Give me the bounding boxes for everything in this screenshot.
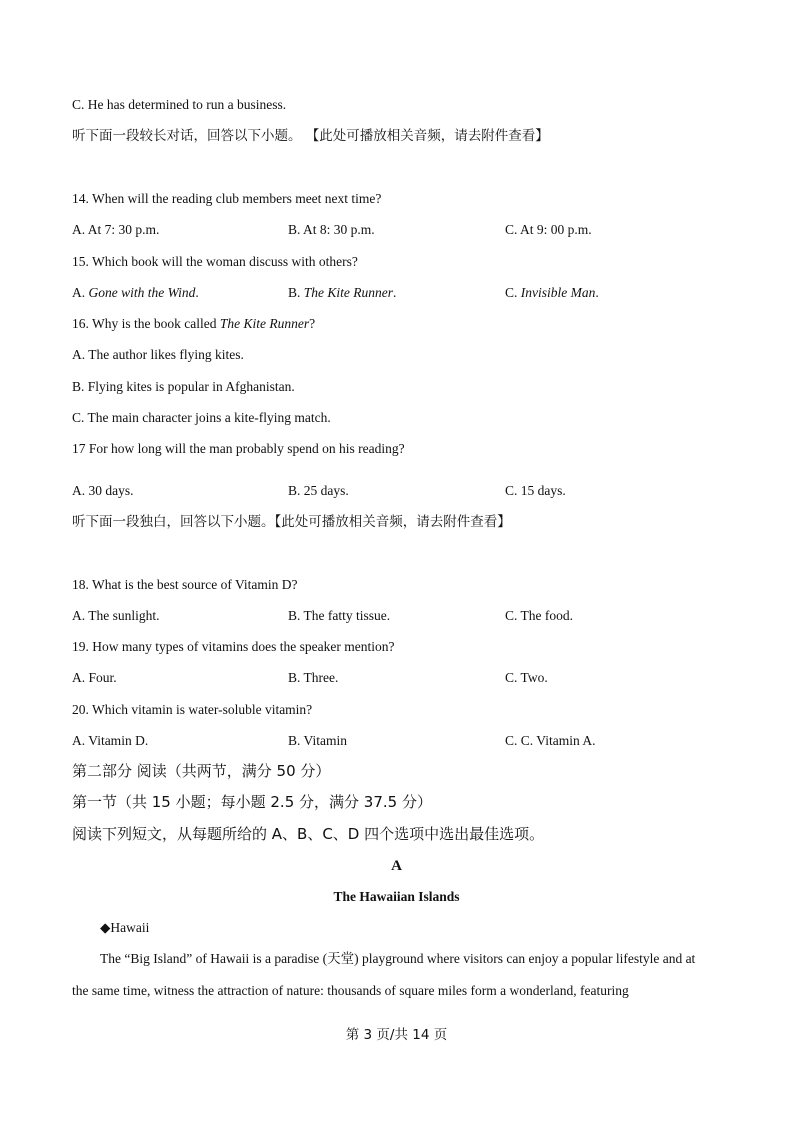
q18-option-b: B. The fatty tissue. (288, 608, 391, 623)
q14-options (72, 222, 733, 238)
q17-options (72, 483, 733, 499)
q17-question: 17 For how long will the man probably spend on his reading? (72, 441, 405, 456)
q19-options (72, 670, 733, 686)
q19-option-b: B. Three. (288, 670, 339, 685)
hawaii-heading: ◆Hawaii (100, 920, 150, 935)
q18-option-c: C. The food. (505, 608, 573, 623)
q20-options (72, 733, 733, 749)
q16-option-c: C. The main character joins a kite-flying match. (72, 410, 331, 425)
page-footer: 第 3 页/共 14 页 (345, 1027, 448, 1043)
q17-option-a: A. 30 days. (72, 483, 134, 498)
reading-instruction: 阅读下列短文，从每题所给的 A、B、C、D 四个选项中选出最佳选项。 (72, 825, 545, 843)
part-two-heading: 第二部分 阅读（共两节，满分 50 分） (72, 762, 331, 780)
q14-option-c: C. At 9: 00 p.m. (505, 222, 592, 237)
instruction-monologue: 听下面一段独白，回答以下小题。【此处可播放相关音频，请去附件查看】 (72, 514, 511, 530)
q17-option-c: C. 15 days. (505, 483, 566, 498)
q15-question: 15. Which book will the woman discuss with others? (72, 254, 358, 269)
q14-option-a: A. At 7: 30 p.m. (72, 222, 160, 237)
q19-option-c: C. Two. (505, 670, 548, 685)
q15-option-c: C. Invisible Man. (505, 285, 599, 300)
q16-option-b: B. Flying kites is popular in Afghanistan. (72, 379, 295, 394)
q13-option-c: C. He has determined to run a business. (72, 97, 287, 112)
passage-letter: A (391, 858, 402, 874)
q18-options (72, 608, 733, 624)
q19-question: 19. How many types of vitamins does the speaker mention? (72, 639, 395, 654)
paragraph-line-1: The “Big Island” of Hawaii is a paradise (天堂) playground where visitors can enjoy a popular lifestyle and at (100, 951, 696, 966)
q20-option-a: A. Vitamin D. (72, 733, 149, 748)
q15-option-a: A. Gone with the Wind. (72, 285, 199, 300)
passage-title: The Hawaiian Islands (333, 889, 460, 904)
q16-option-a: A. The author likes flying kites. (72, 347, 244, 362)
q18-option-a: A. The sunlight. (72, 608, 160, 623)
paragraph-line-2: the same time, witness the attraction of nature: thousands of square miles form a wonderland, featuring (72, 983, 629, 998)
q18-question: 18. What is the best source of Vitamin D? (72, 577, 298, 592)
q16-question: 16. Why is the book called The Kite Runner? (72, 316, 316, 331)
q20-option-c: C. C. Vitamin A. (505, 733, 596, 748)
q19-option-a: A. Four. (72, 670, 117, 685)
q14-option-b: B. At 8: 30 p.m. (288, 222, 375, 237)
q15-options (72, 285, 733, 301)
section-one-heading: 第一节（共 15 小题；每小题 2.5 分，满分 37.5 分） (72, 793, 432, 811)
instruction-long-dialogue: 听下面一段较长对话，回答以下小题。 【此处可播放相关音频，请去附件查看】 (72, 128, 549, 144)
q17-option-b: B. 25 days. (288, 483, 349, 498)
q15-option-b: B. The Kite Runner. (288, 285, 397, 300)
q20-question: 20. Which vitamin is water-soluble vitamin? (72, 702, 313, 717)
q14-question: 14. When will the reading club members meet next time? (72, 191, 382, 206)
q20-option-b: B. Vitamin (288, 733, 347, 748)
